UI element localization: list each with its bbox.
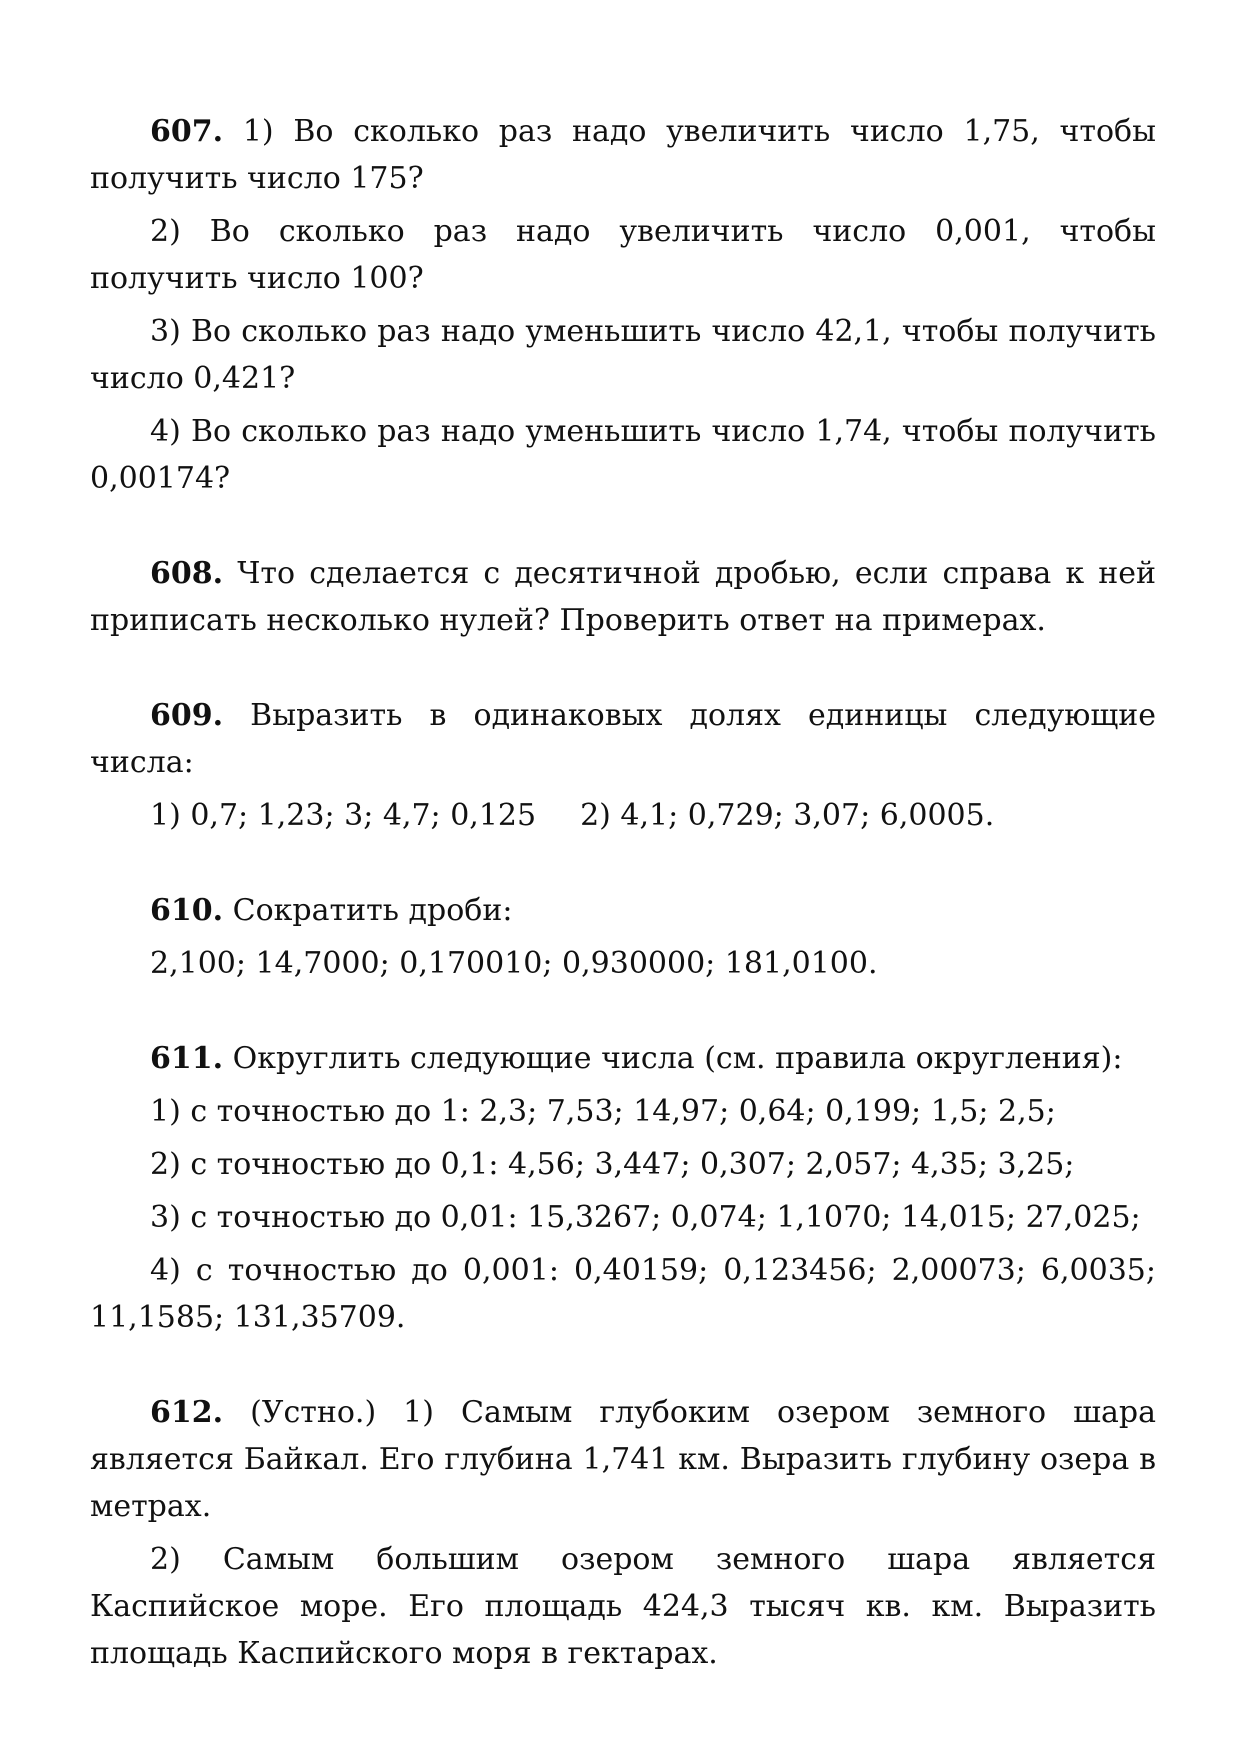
problem-611-part-3: 3) с точностью до 0,01: 15,3267; 0,074; 1,1070; 14,015; 27,025; [150,1200,1141,1235]
problem-610-text [90,887,1156,934]
problem-612-part-2: 2) Самым большим озером земного шара является Каспийское море. Его площадь 424,3 тысяч кв. км. Выразить площадь Каспийского моря в гектарах. [90,1542,1156,1671]
values-group-1: 1) 0,7; 1,23; 3; 4,7; 0,125 [150,798,537,833]
problem-text: Что сделается с десятичной дробью, если справа к ней приписать несколько нулей? Проверить ответ на примерах. [90,556,1156,638]
problem-608-text [90,550,1156,644]
problem-number: 611. [150,1041,224,1076]
problem-text: Выразить в одинаковых долях единицы следующие числа: [90,698,1156,780]
problem-611-text [90,1035,1156,1082]
problem-609-values [90,792,1156,839]
problem-text: (Устно.) 1) Самым глубоким озером земного шара является Байкал. Его глубина 1,741 км. Выразить глубину озера в метрах. [90,1395,1156,1524]
problem-number: 608. [150,556,224,591]
problem-number: 609. [150,698,224,733]
problem-text: Сократить дроби: [232,893,513,928]
values-group-2: 2) 4,1; 0,729; 3,07; 6,0005. [580,798,995,833]
problem-number: 612. [150,1395,224,1430]
problem-number: 607. [150,114,224,149]
problem-612 [90,1389,1156,1677]
problem-612-part-1 [90,1389,1156,1530]
problem-text: 1) Во сколько раз надо увеличить число 1,75, чтобы получить число 175? [90,114,1156,196]
problem-607-part-1 [90,108,1156,202]
problem-610 [90,887,1156,987]
problem-607-part-3: 3) Во сколько раз надо уменьшить число 42,1, чтобы получить число 0,421? [90,314,1156,396]
problem-611-part-2: 2) с точностью до 0,1: 4,56; 3,447; 0,307; 2,057; 4,35; 3,25; [150,1147,1075,1182]
problem-611-part-4: 4) с точностью до 0,001: 0,40159; 0,123456; 2,00073; 6,0035; 11,1585; 131,35709. [90,1253,1156,1335]
problem-607 [90,108,1156,502]
problem-609-text [90,692,1156,786]
problem-611-part-1: 1) с точностью до 1: 2,3; 7,53; 14,97; 0,64; 0,199; 1,5; 2,5; [150,1094,1056,1129]
problem-number: 610. [150,893,224,928]
problem-609 [90,692,1156,839]
problem-611 [90,1035,1156,1341]
problem-610-values: 2,100; 14,7000; 0,170010; 0,930000; 181,0100. [150,946,878,981]
problem-text: Округлить следующие числа (см. правила округления): [232,1041,1123,1076]
problem-607-part-4: 4) Во сколько раз надо уменьшить число 1,74, чтобы получить 0,00174? [90,414,1156,496]
problem-608 [90,550,1156,644]
problem-607-part-2: 2) Во сколько раз надо увеличить число 0,001, чтобы получить число 100? [90,214,1156,296]
